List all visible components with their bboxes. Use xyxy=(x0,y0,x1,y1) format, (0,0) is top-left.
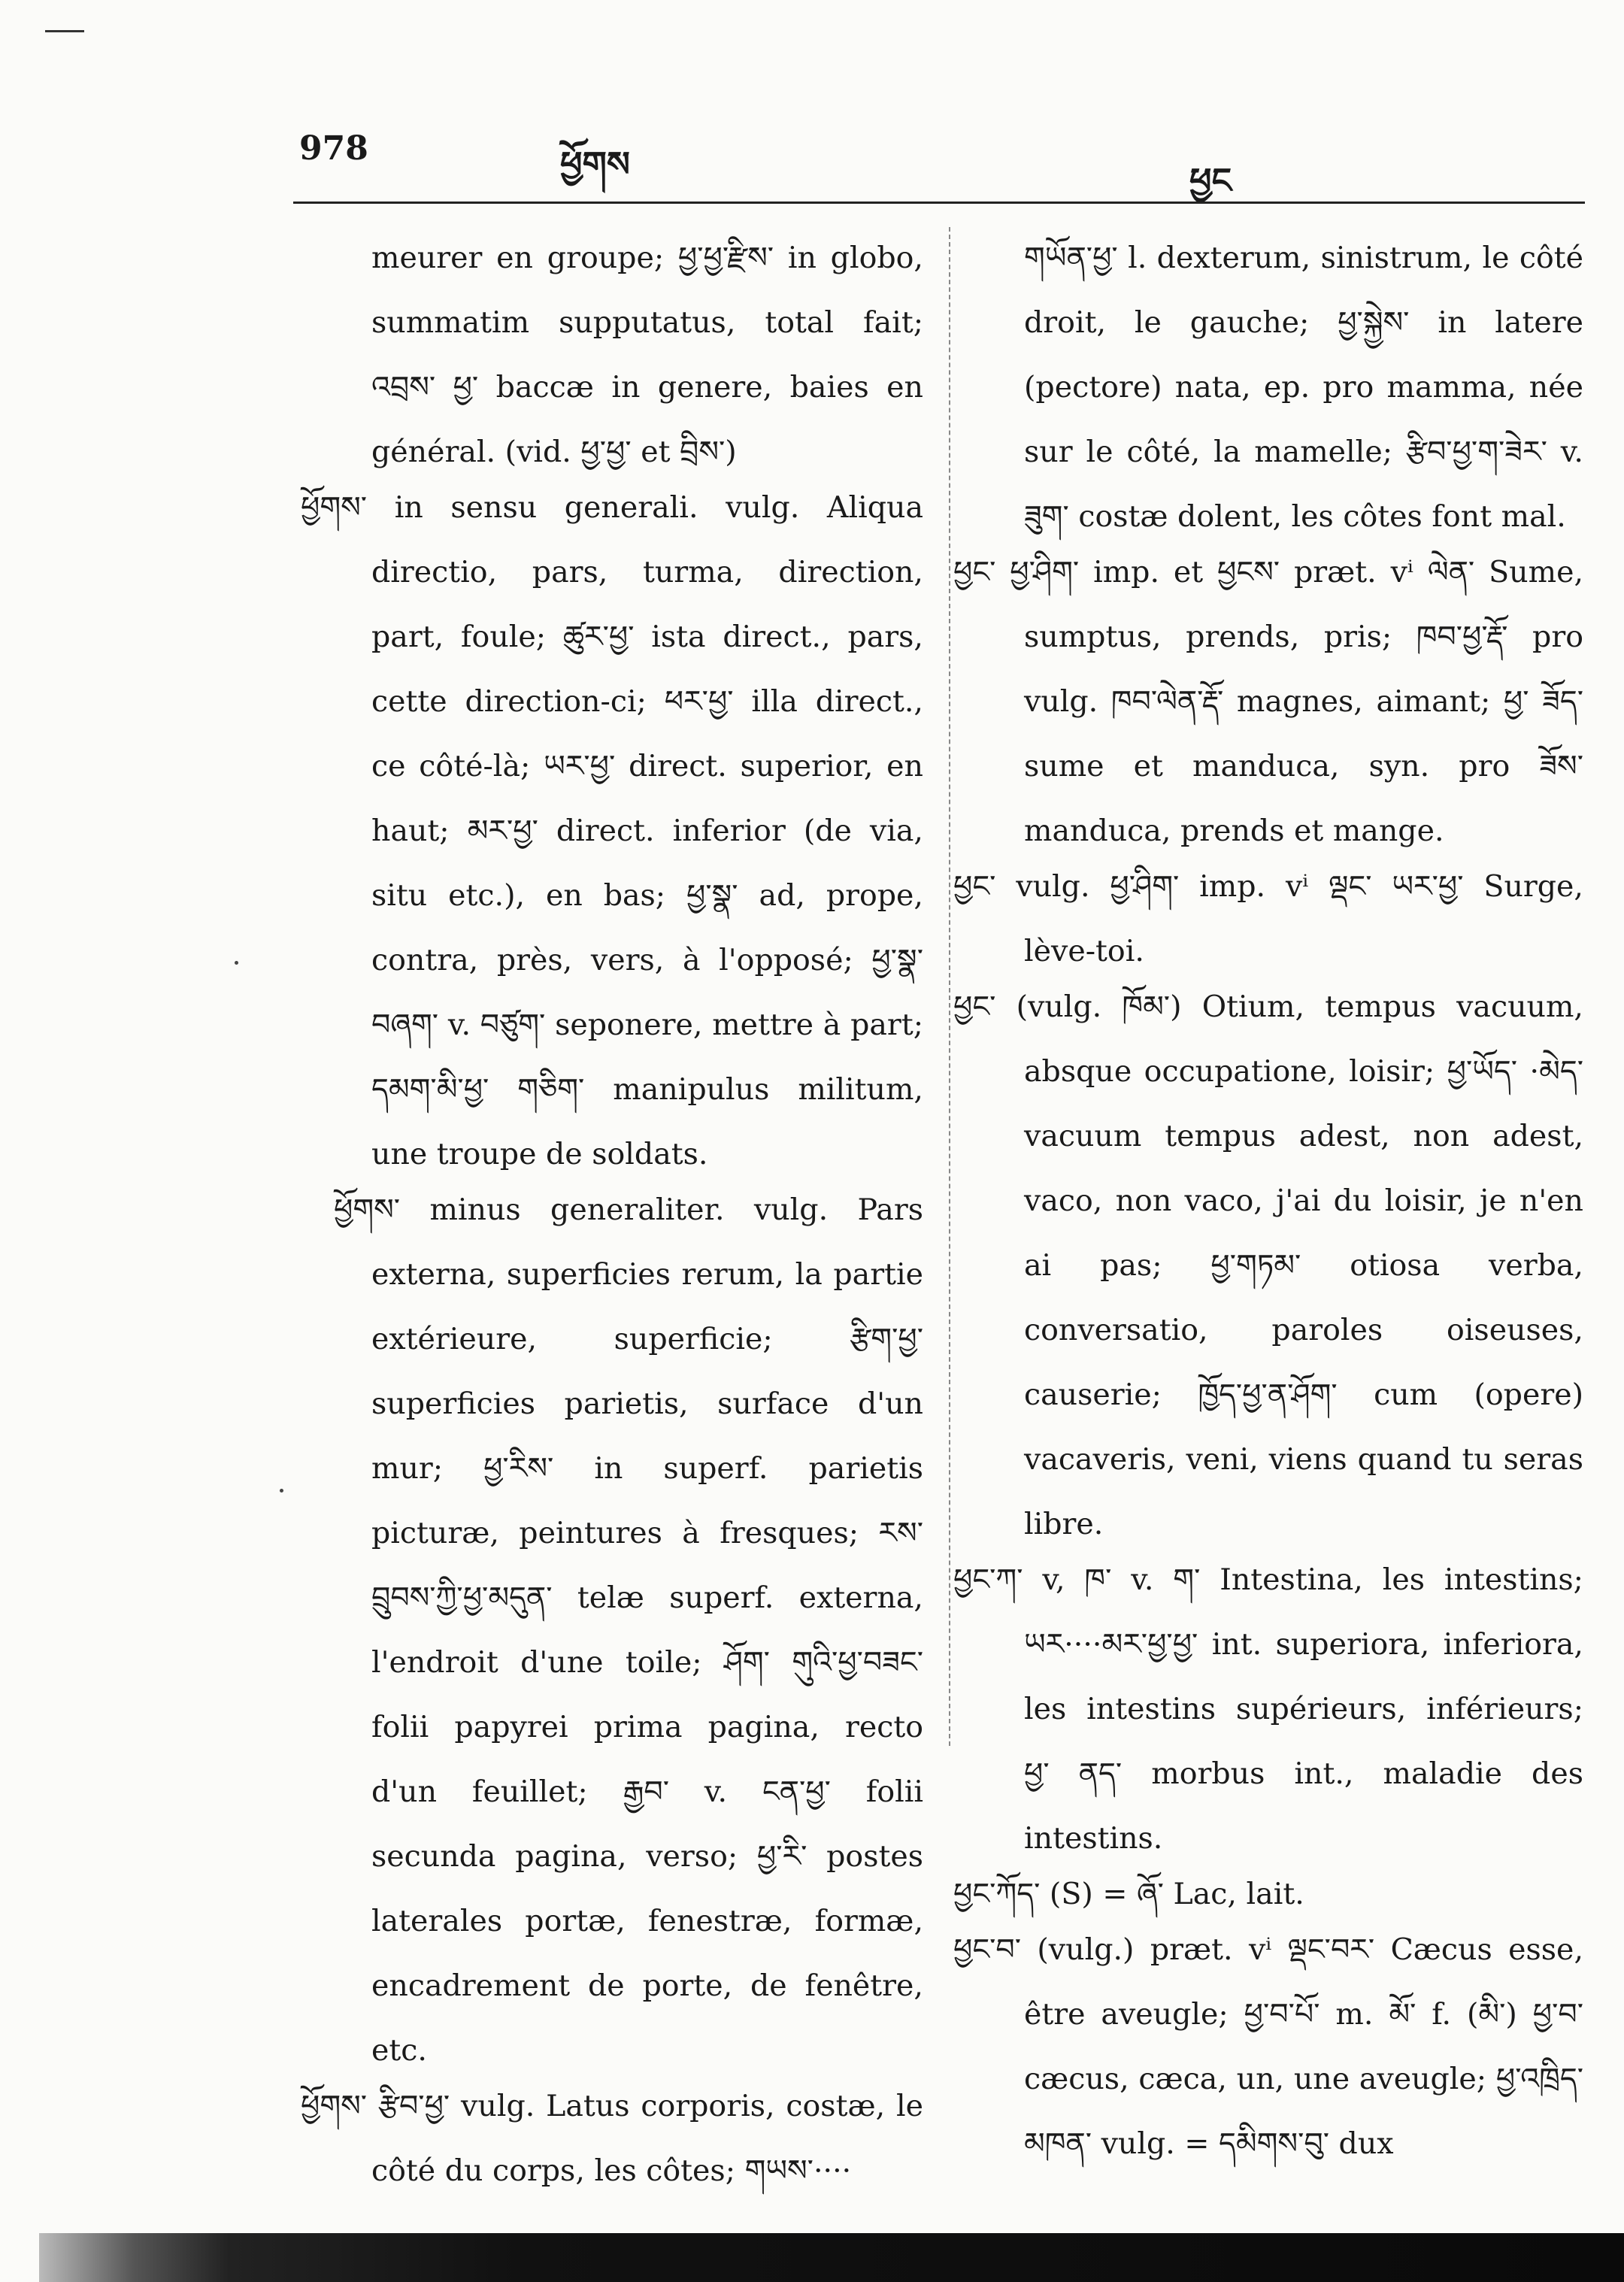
margin-speck xyxy=(280,1489,283,1493)
dictionary-entry: ཕྱང་ vulg. ཕྱ་ཤིག་ imp. vⁱ ལྡང་ ཡར་ཕྱ་ Surge, lève-toi. xyxy=(953,869,1583,968)
page-number: 978 xyxy=(299,129,368,168)
dictionary-entry-continued: གཡོན་ཕྱ་ l. dexterum, sinistrum, le côté droit, le gauche; ཕྱ་སྐྱེས་ in latere (pectore) nata, ep. pro mamma, née sur le côté, la mamelle; རྩིབ་ཕྱ་ག་ཟེར་ v. ཟུག་ costæ dolent, les côtes font mal. xyxy=(1024,241,1583,534)
column-divider xyxy=(949,227,952,1746)
dictionary-entry: ཕྱང་ ཕྱ་ཤིག་ imp. et ཕྱངས་ præt. vⁱ ལེན་ Sume, sumptus, prends, pris; ཁབ་ཕྱ་རྡོ་ pro vulg. ཁབ་ལེན་རྡོ་ magnes, aimant; ཕྱ་ ཟོད་ sume et manduca, syn. pro ཟོས་ manduca, prends et mange. xyxy=(953,555,1583,848)
dictionary-entry: ཕྱོགས་ in sensu generali. vulg. Aliqua directio, pars, turma, direction, part, foule; ཚུར་ཕྱ་ ista direct., pars, cette direction-ci; ཕར་ཕྱ་ illa direct., ce côté-là; ཡར་ཕྱ་ direct. superior, en haut; མར་ཕྱ་ direct. inferior (de via, situ etc.), en bas; ཕྱ་སྣ་ ad, prope, contra, près, vers, à l'opposé; ཕྱ་སྣ་བཞག་ v. བཙུག་ seponere, mettre à part; དམག་མི་ཕྱ་ གཅིག་ manipulus militum, une troupe de soldats. xyxy=(301,490,923,1171)
margin-speck xyxy=(235,961,238,965)
left-column xyxy=(301,226,923,2203)
page-header xyxy=(0,113,1624,201)
dictionary-entry: ཕྱང་བ་ (vulg.) præt. vⁱ ལྡང་བར་ Cæcus esse, être aveugle; ཕྱ་བ་པོ་ m. མོ་ f. (མི་) ཕྱ་བ་ cæcus, cæca, un, une aveugle; ཕྱ་འཁྲིད་མཁན་ vulg. = དམིགས་བུ་ dux xyxy=(953,1932,1583,2161)
dictionary-entry-continued: meurer en groupe; ཕྱ་ཕྱ་རྫིས་ in globo, summatim supputatus, total fait; འབྲས་ ཕྱ་ baccæ in genere, baies en général. (vid. ཕྱ་ཕྱ་ et བྲིས་) xyxy=(371,241,923,469)
dictionary-entry: ཕྱོགས་ minus generaliter. vulg. Pars externa, superficies rerum, la partie extérieure, superficie; རྩིག་ཕྱ་ superficies parietis, surface d'un mur; ཕྱ་རིས་ in superf. parietis picturæ, peintures à fresques; རས་བྲུབས་ཀྱི་ཕྱ་མདུན་ telæ superf. externa, l'endroit d'une toile; ཤོག་ གུའི་ཕྱ་བཟང་ folii papyrei prima pagina, recto d'un feuillet; རྒྱབ་ v. ངན་ཕྱ་ folii secunda pagina, verso; ཕྱ་རི་ postes laterales portæ, fenestræ, formæ, encadrement de porte, de fenêtre, etc. xyxy=(334,1193,923,2068)
left-running-headword: ཕྱོགས xyxy=(560,144,630,184)
header-rule xyxy=(293,202,1585,204)
right-column xyxy=(953,226,1583,2176)
dictionary-entry: ཕྱང་ (vulg. ཁོམ་) Otium, tempus vacuum, absque occupatione, loisir; ཕྱ་ཡོད་ ·མེད་ vacuum tempus adest, non adest, vaco, non vaco, j'ai du loisir, je n'en ai pas; ཕྱ་གཏམ་ otiosa verba, conversatio, paroles oiseuses, causerie; ཁྱོད་ཕྱ་ན་ཤོག་ cum (opere) vacaveris, veni, viens quand tu seras libre. xyxy=(953,989,1583,1541)
corner-mark xyxy=(45,30,84,32)
dictionary-entry: ཕྱང་ཀོད་ (S) = ཞོ་ Lac, lait. xyxy=(953,1877,1304,1911)
dictionary-entry: ཕྱང་ཀ་ v, ཁ་ v. ག་ Intestina, les intestins; ཡར····མར་ཕྱ་ཕྱ་ int. superiora, inferiora, les intestins supérieurs, inférieurs; ཕྱ་ ནད་ morbus int., maladie des intestins. xyxy=(953,1562,1583,1856)
right-running-headword: ཕྱང xyxy=(1189,160,1232,201)
dictionary-entry: ཕྱོགས་ རྩིབ་ཕྱ་ vulg. Latus corporis, costæ, le côté du corps, les côtes; གཡས་···· xyxy=(301,2089,923,2188)
scan-edge-bar xyxy=(39,2233,1624,2282)
